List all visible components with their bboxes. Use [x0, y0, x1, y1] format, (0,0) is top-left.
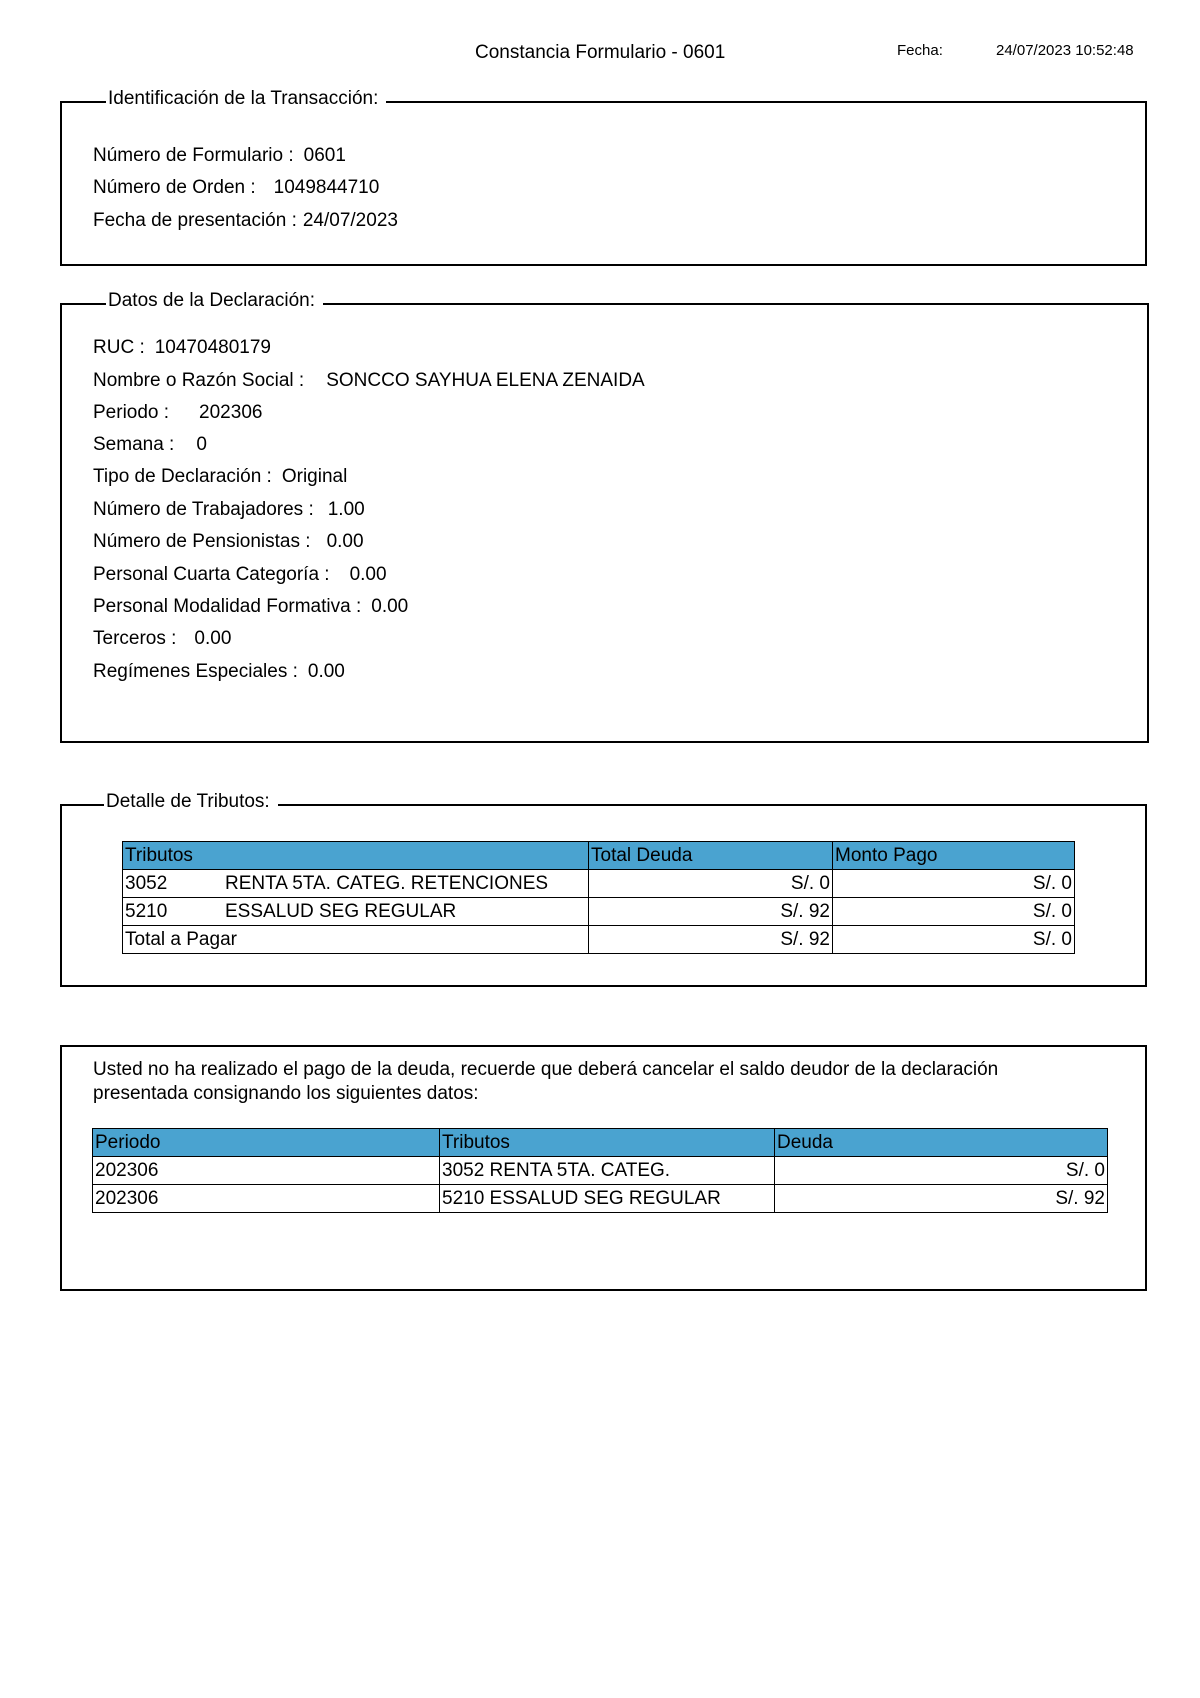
table-row [123, 870, 1075, 898]
period-field [93, 402, 262, 424]
transaction-id-legend: Identificación de la Transacción: [106, 88, 386, 110]
period-value: 202306 [199, 402, 263, 423]
form-number-value: 0601 [303, 145, 346, 166]
period-cell: 202306 [93, 1157, 440, 1185]
table-row [93, 1185, 1108, 1213]
debt-notice-text: Usted no ha realizado el pago de la deuda, recuerde que deberá cancelar el saldo deudor de la declaración presentada consignando los siguientes datos: [93, 1059, 999, 1104]
presentation-date-field [93, 210, 398, 232]
tax-cell [123, 898, 589, 926]
tax-name: ESSALUD SEG REGULAR [225, 900, 457, 922]
ruc-label: RUC : [93, 337, 145, 358]
training-modality-field [93, 596, 408, 618]
fourth-category-label: Personal Cuarta Categoría : [93, 564, 330, 585]
workers-value: 1.00 [327, 499, 365, 520]
tax-detail-table [122, 841, 1075, 954]
debt-table [92, 1128, 1108, 1213]
total-debt-cell: S/. 0 [589, 870, 833, 898]
week-label: Semana : [93, 434, 175, 455]
fourth-category-value: 0.00 [349, 564, 387, 585]
company-name-label: Nombre o Razón Social : [93, 370, 305, 391]
pensioners-field [93, 531, 364, 553]
workers-label: Número de Trabajadores : [93, 499, 314, 520]
order-number-value: 1049844710 [273, 177, 380, 198]
total-debt-sum-cell: S/. 92 [589, 926, 833, 954]
tax-code: 3052 [125, 872, 168, 894]
ruc-value: 10470480179 [154, 337, 271, 358]
column-header-periodo: Periodo [93, 1129, 440, 1157]
third-parties-label: Terceros : [93, 628, 177, 649]
column-header-tributos: Tributos [440, 1129, 775, 1157]
debt-cell: S/. 92 [775, 1185, 1108, 1213]
table-header-row [123, 842, 1075, 870]
week-field [93, 434, 207, 456]
special-regimes-value: 0.00 [307, 661, 345, 682]
week-value: 0 [196, 434, 207, 455]
form-number-label: Número de Formulario : [93, 145, 294, 166]
payment-amount-cell: S/. 0 [833, 898, 1075, 926]
tax-detail-legend: Detalle de Tributos: [104, 791, 278, 813]
tax-name: RENTA 5TA. CATEG. RETENCIONES [225, 872, 549, 894]
pensioners-value: 0.00 [326, 531, 364, 552]
special-regimes-label: Regímenes Especiales : [93, 661, 298, 682]
tax-cell: 5210 ESSALUD SEG REGULAR [440, 1185, 775, 1213]
total-payment-sum-cell: S/. 0 [833, 926, 1075, 954]
column-header-tributos: Tributos [123, 842, 589, 870]
order-number-label: Número de Orden : [93, 177, 256, 198]
fourth-category-field [93, 564, 387, 586]
form-number-field [93, 145, 346, 167]
table-row [93, 1157, 1108, 1185]
total-debt-cell: S/. 92 [589, 898, 833, 926]
tax-cell: 3052 RENTA 5TA. CATEG. [440, 1157, 775, 1185]
special-regimes-field [93, 661, 345, 683]
company-name-field [93, 370, 645, 392]
declaration-legend: Datos de la Declaración: [106, 290, 323, 312]
total-row [123, 926, 1075, 954]
date-value: 24/07/2023 10:52:48 [996, 42, 1134, 59]
column-header-monto-pago: Monto Pago [833, 842, 1075, 870]
declaration-type-field [93, 466, 347, 488]
payment-amount-cell: S/. 0 [833, 870, 1075, 898]
tax-cell [123, 870, 589, 898]
third-parties-field [93, 628, 231, 650]
workers-field [93, 499, 365, 521]
presentation-date-value: 24/07/2023 [302, 210, 398, 231]
training-modality-label: Personal Modalidad Formativa : [93, 596, 362, 617]
column-header-deuda: Deuda [775, 1129, 1108, 1157]
ruc-field [93, 337, 271, 359]
period-label: Periodo : [93, 402, 170, 423]
debt-cell: S/. 0 [775, 1157, 1108, 1185]
training-modality-value: 0.00 [371, 596, 409, 617]
tax-code: 5210 [125, 900, 168, 922]
date-label: Fecha: [897, 42, 943, 59]
pensioners-label: Número de Pensionistas : [93, 531, 311, 552]
order-number-field [93, 177, 379, 199]
document-title: Constancia Formulario - 0601 [475, 42, 726, 63]
presentation-date-label: Fecha de presentación : [93, 210, 297, 231]
column-header-total-deuda: Total Deuda [589, 842, 833, 870]
company-name-value: SONCCO SAYHUA ELENA ZENAIDA [326, 370, 645, 391]
period-cell: 202306 [93, 1185, 440, 1213]
declaration-type-value: Original [281, 466, 348, 487]
table-row [123, 898, 1075, 926]
declaration-type-label: Tipo de Declaración : [93, 466, 272, 487]
third-parties-value: 0.00 [194, 628, 232, 649]
total-label-cell: Total a Pagar [123, 926, 589, 954]
table-header-row [93, 1129, 1108, 1157]
